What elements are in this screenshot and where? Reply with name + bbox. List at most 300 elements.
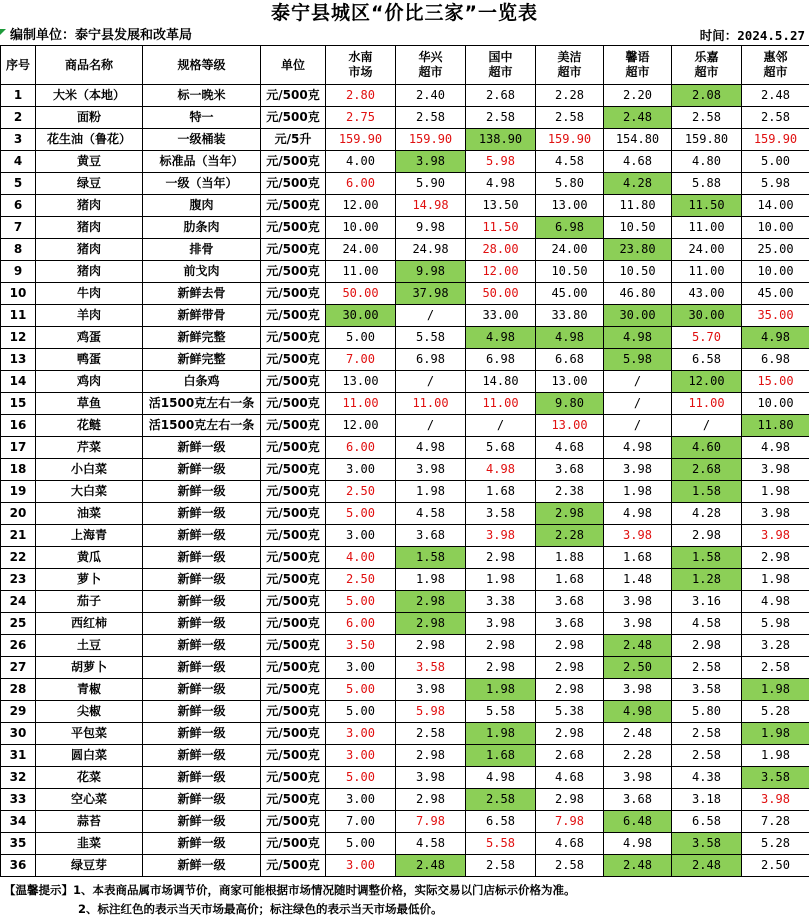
- row-price-cell: 2.75: [326, 107, 396, 129]
- table-row: [1, 415, 809, 437]
- row-product-name: 上海青: [36, 525, 143, 547]
- row-product-name: 韭菜: [36, 833, 143, 855]
- row-price-cell: 3.00: [326, 723, 396, 745]
- row-product-name: 鸡蛋: [36, 327, 143, 349]
- row-price-cell: 159.90: [742, 129, 809, 151]
- row-product-name: 花鲢: [36, 415, 143, 437]
- row-spec: 新鲜一级: [143, 833, 261, 855]
- table-row: [1, 789, 809, 811]
- row-price-cell: 11.50: [672, 195, 742, 217]
- row-index: 26: [1, 635, 36, 657]
- table-row: [1, 657, 809, 679]
- header-store: 国中 超市: [466, 46, 536, 85]
- row-spec: 新鲜一级: [143, 811, 261, 833]
- row-unit: 元/500克: [261, 349, 326, 371]
- row-price-cell: 3.00: [326, 459, 396, 481]
- row-price-cell: 3.98: [742, 459, 809, 481]
- row-index: 18: [1, 459, 36, 481]
- row-price-cell: 33.00: [466, 305, 536, 327]
- row-price-cell: 1.88: [536, 547, 604, 569]
- header-name: 商品名称: [36, 46, 143, 85]
- header-store: 惠邻 超市: [742, 46, 809, 85]
- row-price-cell: 9.98: [396, 261, 466, 283]
- row-price-cell: 5.00: [326, 679, 396, 701]
- row-product-name: 猪肉: [36, 261, 143, 283]
- row-price-cell: 1.68: [604, 547, 672, 569]
- table-row: [1, 195, 809, 217]
- row-price-cell: 30.00: [604, 305, 672, 327]
- row-price-cell: 2.50: [742, 855, 809, 877]
- row-price-cell: 9.98: [396, 217, 466, 239]
- row-spec: 新鲜一级: [143, 723, 261, 745]
- table-row: [1, 151, 809, 173]
- row-price-cell: 7.00: [326, 349, 396, 371]
- row-unit: 元/500克: [261, 613, 326, 635]
- row-spec: 新鲜一级: [143, 481, 261, 503]
- row-price-cell: 4.98: [466, 459, 536, 481]
- row-unit: 元/500克: [261, 723, 326, 745]
- row-spec: 新鲜一级: [143, 657, 261, 679]
- row-unit: 元/500克: [261, 767, 326, 789]
- row-price-cell: 30.00: [672, 305, 742, 327]
- row-price-cell: 6.00: [326, 613, 396, 635]
- row-price-cell: 6.00: [326, 173, 396, 195]
- row-price-cell: 45.00: [742, 283, 809, 305]
- row-index: 8: [1, 239, 36, 261]
- row-unit: 元/500克: [261, 701, 326, 723]
- row-spec: 新鲜完整: [143, 349, 261, 371]
- table-row: [1, 855, 809, 877]
- row-product-name: 花生油（鲁花）: [36, 129, 143, 151]
- row-index: 4: [1, 151, 36, 173]
- row-price-cell: 3.00: [326, 789, 396, 811]
- row-spec: 新鲜一级: [143, 767, 261, 789]
- table-row: [1, 833, 809, 855]
- row-index: 20: [1, 503, 36, 525]
- row-price-cell: 2.98: [466, 635, 536, 657]
- row-price-cell: 12.00: [326, 415, 396, 437]
- row-price-cell: 50.00: [326, 283, 396, 305]
- row-product-name: 鸡肉: [36, 371, 143, 393]
- row-spec: 新鲜一级: [143, 547, 261, 569]
- row-price-cell: 154.80: [604, 129, 672, 151]
- table-body: [1, 85, 809, 877]
- row-price-cell: 3.98: [466, 613, 536, 635]
- row-product-name: 芹菜: [36, 437, 143, 459]
- row-price-cell: 3.00: [326, 855, 396, 877]
- row-price-cell: 2.58: [466, 107, 536, 129]
- row-price-cell: 9.80: [536, 393, 604, 415]
- row-product-name: 鸭蛋: [36, 349, 143, 371]
- row-index: 5: [1, 173, 36, 195]
- row-price-cell: 2.68: [672, 459, 742, 481]
- row-price-cell: 4.80: [672, 151, 742, 173]
- row-unit: 元/500克: [261, 547, 326, 569]
- row-index: 25: [1, 613, 36, 635]
- row-price-cell: 4.60: [672, 437, 742, 459]
- row-unit: 元/500克: [261, 745, 326, 767]
- header-spec: 规格等级: [143, 46, 261, 85]
- row-price-cell: 3.00: [326, 525, 396, 547]
- row-price-cell: 1.68: [536, 569, 604, 591]
- row-price-cell: 4.98: [604, 833, 672, 855]
- row-price-cell: 35.00: [742, 305, 809, 327]
- row-price-cell: 3.18: [672, 789, 742, 811]
- row-price-cell: 5.98: [604, 349, 672, 371]
- row-price-cell: 13.00: [536, 371, 604, 393]
- row-price-cell: 2.98: [536, 503, 604, 525]
- row-spec: 活1500克左右一条: [143, 415, 261, 437]
- row-index: 32: [1, 767, 36, 789]
- row-price-cell: 3.98: [396, 767, 466, 789]
- row-product-name: 萝卜: [36, 569, 143, 591]
- row-price-cell: /: [466, 415, 536, 437]
- row-price-cell: 2.28: [604, 745, 672, 767]
- row-product-name: 羊肉: [36, 305, 143, 327]
- row-price-cell: 1.28: [672, 569, 742, 591]
- row-unit: 元/500克: [261, 833, 326, 855]
- row-price-cell: 43.00: [672, 283, 742, 305]
- row-unit: 元/500克: [261, 525, 326, 547]
- row-unit: 元/500克: [261, 481, 326, 503]
- row-unit: 元/500克: [261, 151, 326, 173]
- row-spec: 新鲜一级: [143, 503, 261, 525]
- row-price-cell: 2.48: [604, 723, 672, 745]
- row-product-name: 绿豆芽: [36, 855, 143, 877]
- row-price-cell: 2.58: [396, 723, 466, 745]
- row-unit: 元/500克: [261, 679, 326, 701]
- row-price-cell: 2.48: [396, 855, 466, 877]
- row-index: 34: [1, 811, 36, 833]
- row-price-cell: 11.50: [466, 217, 536, 239]
- row-price-cell: 6.98: [466, 349, 536, 371]
- row-price-cell: 6.00: [326, 437, 396, 459]
- row-price-cell: 10.50: [536, 261, 604, 283]
- row-price-cell: 4.68: [604, 151, 672, 173]
- organization-label: 编制单位：泰宁县发展和改革局: [10, 28, 193, 43]
- row-unit: 元/500克: [261, 371, 326, 393]
- row-price-cell: 37.98: [396, 283, 466, 305]
- header-store: 馨语 超市: [604, 46, 672, 85]
- row-product-name: 青椒: [36, 679, 143, 701]
- row-spec: 白条鸡: [143, 371, 261, 393]
- row-product-name: 面粉: [36, 107, 143, 129]
- row-price-cell: 4.00: [326, 151, 396, 173]
- table-row: [1, 547, 809, 569]
- row-price-cell: 1.48: [604, 569, 672, 591]
- row-price-cell: 13.50: [466, 195, 536, 217]
- table-row: [1, 679, 809, 701]
- row-price-cell: 2.98: [396, 789, 466, 811]
- row-price-cell: 4.98: [466, 767, 536, 789]
- row-price-cell: 3.98: [604, 767, 672, 789]
- row-index: 15: [1, 393, 36, 415]
- row-price-cell: 11.00: [326, 393, 396, 415]
- row-price-cell: 2.58: [466, 855, 536, 877]
- row-product-name: 猪肉: [36, 195, 143, 217]
- row-product-name: 猪肉: [36, 239, 143, 261]
- row-price-cell: 2.98: [742, 547, 809, 569]
- row-price-cell: 1.58: [672, 547, 742, 569]
- row-price-cell: 1.98: [742, 481, 809, 503]
- row-price-cell: 3.38: [466, 591, 536, 613]
- row-price-cell: 2.80: [326, 85, 396, 107]
- row-index: 16: [1, 415, 36, 437]
- row-price-cell: 1.98: [396, 569, 466, 591]
- row-index: 24: [1, 591, 36, 613]
- row-price-cell: 2.98: [672, 525, 742, 547]
- row-price-cell: 3.98: [604, 591, 672, 613]
- row-price-cell: 24.00: [326, 239, 396, 261]
- row-price-cell: 12.00: [326, 195, 396, 217]
- row-price-cell: 2.48: [604, 635, 672, 657]
- row-price-cell: 5.68: [466, 437, 536, 459]
- row-price-cell: 5.28: [742, 833, 809, 855]
- row-price-cell: 13.00: [326, 371, 396, 393]
- row-spec: 特一: [143, 107, 261, 129]
- table-row: [1, 437, 809, 459]
- price-table: [0, 45, 809, 877]
- row-spec: 排骨: [143, 239, 261, 261]
- row-price-cell: 2.68: [536, 745, 604, 767]
- row-unit: 元/500克: [261, 591, 326, 613]
- row-price-cell: 11.00: [672, 261, 742, 283]
- row-unit: 元/500克: [261, 261, 326, 283]
- row-price-cell: 13.00: [536, 195, 604, 217]
- row-price-cell: 5.98: [466, 151, 536, 173]
- row-price-cell: 4.98: [466, 327, 536, 349]
- row-price-cell: 4.00: [326, 547, 396, 569]
- row-spec: 活1500克左右一条: [143, 393, 261, 415]
- row-product-name: 圆白菜: [36, 745, 143, 767]
- row-price-cell: 1.68: [466, 481, 536, 503]
- row-spec: 标准品（当年）: [143, 151, 261, 173]
- row-price-cell: 3.28: [742, 635, 809, 657]
- row-index: 13: [1, 349, 36, 371]
- row-price-cell: 24.00: [536, 239, 604, 261]
- row-price-cell: 7.98: [396, 811, 466, 833]
- header-unit: 单位: [261, 46, 326, 85]
- row-price-cell: 5.00: [326, 503, 396, 525]
- row-price-cell: 1.98: [466, 679, 536, 701]
- row-price-cell: 1.58: [672, 481, 742, 503]
- row-price-cell: 2.98: [672, 635, 742, 657]
- row-price-cell: 11.00: [672, 393, 742, 415]
- row-price-cell: 11.00: [326, 261, 396, 283]
- row-unit: 元/500克: [261, 107, 326, 129]
- row-spec: 新鲜一级: [143, 459, 261, 481]
- row-price-cell: /: [604, 393, 672, 415]
- row-price-cell: 14.98: [396, 195, 466, 217]
- row-product-name: 小白菜: [36, 459, 143, 481]
- row-price-cell: 2.58: [672, 657, 742, 679]
- table-row: [1, 305, 809, 327]
- header-store: 美洁 超市: [536, 46, 604, 85]
- row-index: 9: [1, 261, 36, 283]
- row-unit: 元/500克: [261, 85, 326, 107]
- row-spec: 新鲜一级: [143, 525, 261, 547]
- row-price-cell: 5.00: [326, 591, 396, 613]
- row-price-cell: 3.50: [326, 635, 396, 657]
- row-unit: 元/500克: [261, 437, 326, 459]
- table-row: [1, 635, 809, 657]
- row-price-cell: 12.00: [466, 261, 536, 283]
- header-index: 序号: [1, 46, 36, 85]
- row-price-cell: 2.48: [672, 855, 742, 877]
- row-product-name: 油菜: [36, 503, 143, 525]
- row-price-cell: 10.00: [326, 217, 396, 239]
- row-price-cell: /: [672, 415, 742, 437]
- row-price-cell: 3.58: [672, 833, 742, 855]
- row-price-cell: 3.68: [536, 613, 604, 635]
- row-price-cell: 138.90: [466, 129, 536, 151]
- row-price-cell: 3.58: [742, 767, 809, 789]
- row-unit: 元/500克: [261, 503, 326, 525]
- row-product-name: 土豆: [36, 635, 143, 657]
- row-price-cell: /: [396, 371, 466, 393]
- row-price-cell: 4.98: [396, 437, 466, 459]
- row-price-cell: 2.40: [396, 85, 466, 107]
- row-price-cell: 6.58: [466, 811, 536, 833]
- row-price-cell: 15.00: [742, 371, 809, 393]
- row-price-cell: 45.00: [536, 283, 604, 305]
- row-index: 2: [1, 107, 36, 129]
- row-index: 28: [1, 679, 36, 701]
- row-price-cell: 10.50: [604, 261, 672, 283]
- row-price-cell: 46.80: [604, 283, 672, 305]
- row-price-cell: 24.00: [672, 239, 742, 261]
- row-price-cell: 3.98: [604, 679, 672, 701]
- table-row: [1, 811, 809, 833]
- row-price-cell: 3.16: [672, 591, 742, 613]
- row-product-name: 茄子: [36, 591, 143, 613]
- row-price-cell: 10.00: [742, 217, 809, 239]
- table-row: [1, 261, 809, 283]
- row-index: 19: [1, 481, 36, 503]
- row-price-cell: 3.98: [396, 459, 466, 481]
- row-price-cell: 1.98: [742, 569, 809, 591]
- row-price-cell: 1.98: [742, 679, 809, 701]
- row-spec: 前戈肉: [143, 261, 261, 283]
- row-price-cell: 159.90: [536, 129, 604, 151]
- row-price-cell: 2.48: [604, 855, 672, 877]
- row-price-cell: 4.68: [536, 767, 604, 789]
- row-index: 27: [1, 657, 36, 679]
- row-price-cell: 5.00: [326, 701, 396, 723]
- row-price-cell: 1.68: [466, 745, 536, 767]
- row-price-cell: 3.00: [326, 745, 396, 767]
- row-price-cell: 4.58: [396, 503, 466, 525]
- row-spec: 新鲜一级: [143, 679, 261, 701]
- table-row: [1, 481, 809, 503]
- table-row: [1, 283, 809, 305]
- row-spec: 一级（当年）: [143, 173, 261, 195]
- row-spec: 腹肉: [143, 195, 261, 217]
- row-unit: 元/500克: [261, 855, 326, 877]
- table-row: [1, 701, 809, 723]
- row-price-cell: 3.68: [536, 591, 604, 613]
- footer-note-1: 【温馨提示】1、本表商品属市场调节价，商家可能根据市场情况随时调整价格，实际交易以门店标示价格为准。: [4, 883, 576, 897]
- row-price-cell: 5.00: [326, 767, 396, 789]
- row-unit: 元/500克: [261, 173, 326, 195]
- row-product-name: 尖椒: [36, 701, 143, 723]
- table-row: [1, 349, 809, 371]
- row-unit: 元/500克: [261, 283, 326, 305]
- row-price-cell: 2.58: [672, 107, 742, 129]
- row-price-cell: 1.98: [742, 723, 809, 745]
- row-index: 31: [1, 745, 36, 767]
- row-price-cell: 3.58: [672, 679, 742, 701]
- row-unit: 元/500克: [261, 569, 326, 591]
- row-price-cell: 2.38: [536, 481, 604, 503]
- row-spec: 新鲜一级: [143, 789, 261, 811]
- row-price-cell: 1.98: [742, 745, 809, 767]
- row-price-cell: 2.50: [326, 569, 396, 591]
- row-price-cell: 28.00: [466, 239, 536, 261]
- row-price-cell: 3.98: [604, 459, 672, 481]
- row-unit: 元/500克: [261, 393, 326, 415]
- row-index: 21: [1, 525, 36, 547]
- row-price-cell: 1.98: [604, 481, 672, 503]
- table-row: [1, 745, 809, 767]
- row-price-cell: 2.98: [396, 613, 466, 635]
- row-price-cell: 1.98: [466, 569, 536, 591]
- table-row: [1, 767, 809, 789]
- table-row: [1, 393, 809, 415]
- row-price-cell: /: [396, 305, 466, 327]
- row-price-cell: 4.98: [536, 327, 604, 349]
- row-price-cell: 5.80: [672, 701, 742, 723]
- row-product-name: 胡萝卜: [36, 657, 143, 679]
- row-price-cell: 3.98: [742, 789, 809, 811]
- table-row: [1, 569, 809, 591]
- row-price-cell: 4.68: [536, 437, 604, 459]
- row-product-name: 猪肉: [36, 217, 143, 239]
- row-price-cell: 7.00: [326, 811, 396, 833]
- row-price-cell: 4.98: [742, 327, 809, 349]
- row-price-cell: 2.28: [536, 85, 604, 107]
- row-price-cell: 7.98: [536, 811, 604, 833]
- row-price-cell: 2.58: [742, 107, 809, 129]
- row-product-name: 黄瓜: [36, 547, 143, 569]
- row-price-cell: 3.98: [604, 525, 672, 547]
- row-price-cell: 5.98: [396, 701, 466, 723]
- row-unit: 元/500克: [261, 217, 326, 239]
- row-product-name: 绿豆: [36, 173, 143, 195]
- row-unit: 元/500克: [261, 415, 326, 437]
- row-price-cell: 5.98: [742, 173, 809, 195]
- table-row: [1, 239, 809, 261]
- row-price-cell: 2.20: [604, 85, 672, 107]
- corner-marker-icon: [0, 29, 6, 35]
- row-product-name: 蒜苔: [36, 811, 143, 833]
- row-spec: 新鲜一级: [143, 701, 261, 723]
- row-price-cell: 23.80: [604, 239, 672, 261]
- row-price-cell: 11.80: [604, 195, 672, 217]
- row-spec: 新鲜一级: [143, 591, 261, 613]
- row-index: 36: [1, 855, 36, 877]
- row-price-cell: 3.68: [604, 789, 672, 811]
- row-price-cell: 2.98: [466, 657, 536, 679]
- table-row: [1, 217, 809, 239]
- table-row: [1, 371, 809, 393]
- row-unit: 元/500克: [261, 195, 326, 217]
- row-price-cell: 4.58: [672, 613, 742, 635]
- row-spec: 新鲜一级: [143, 437, 261, 459]
- meta-bar: [0, 27, 809, 45]
- row-spec: 标一晚米: [143, 85, 261, 107]
- row-price-cell: 2.28: [536, 525, 604, 547]
